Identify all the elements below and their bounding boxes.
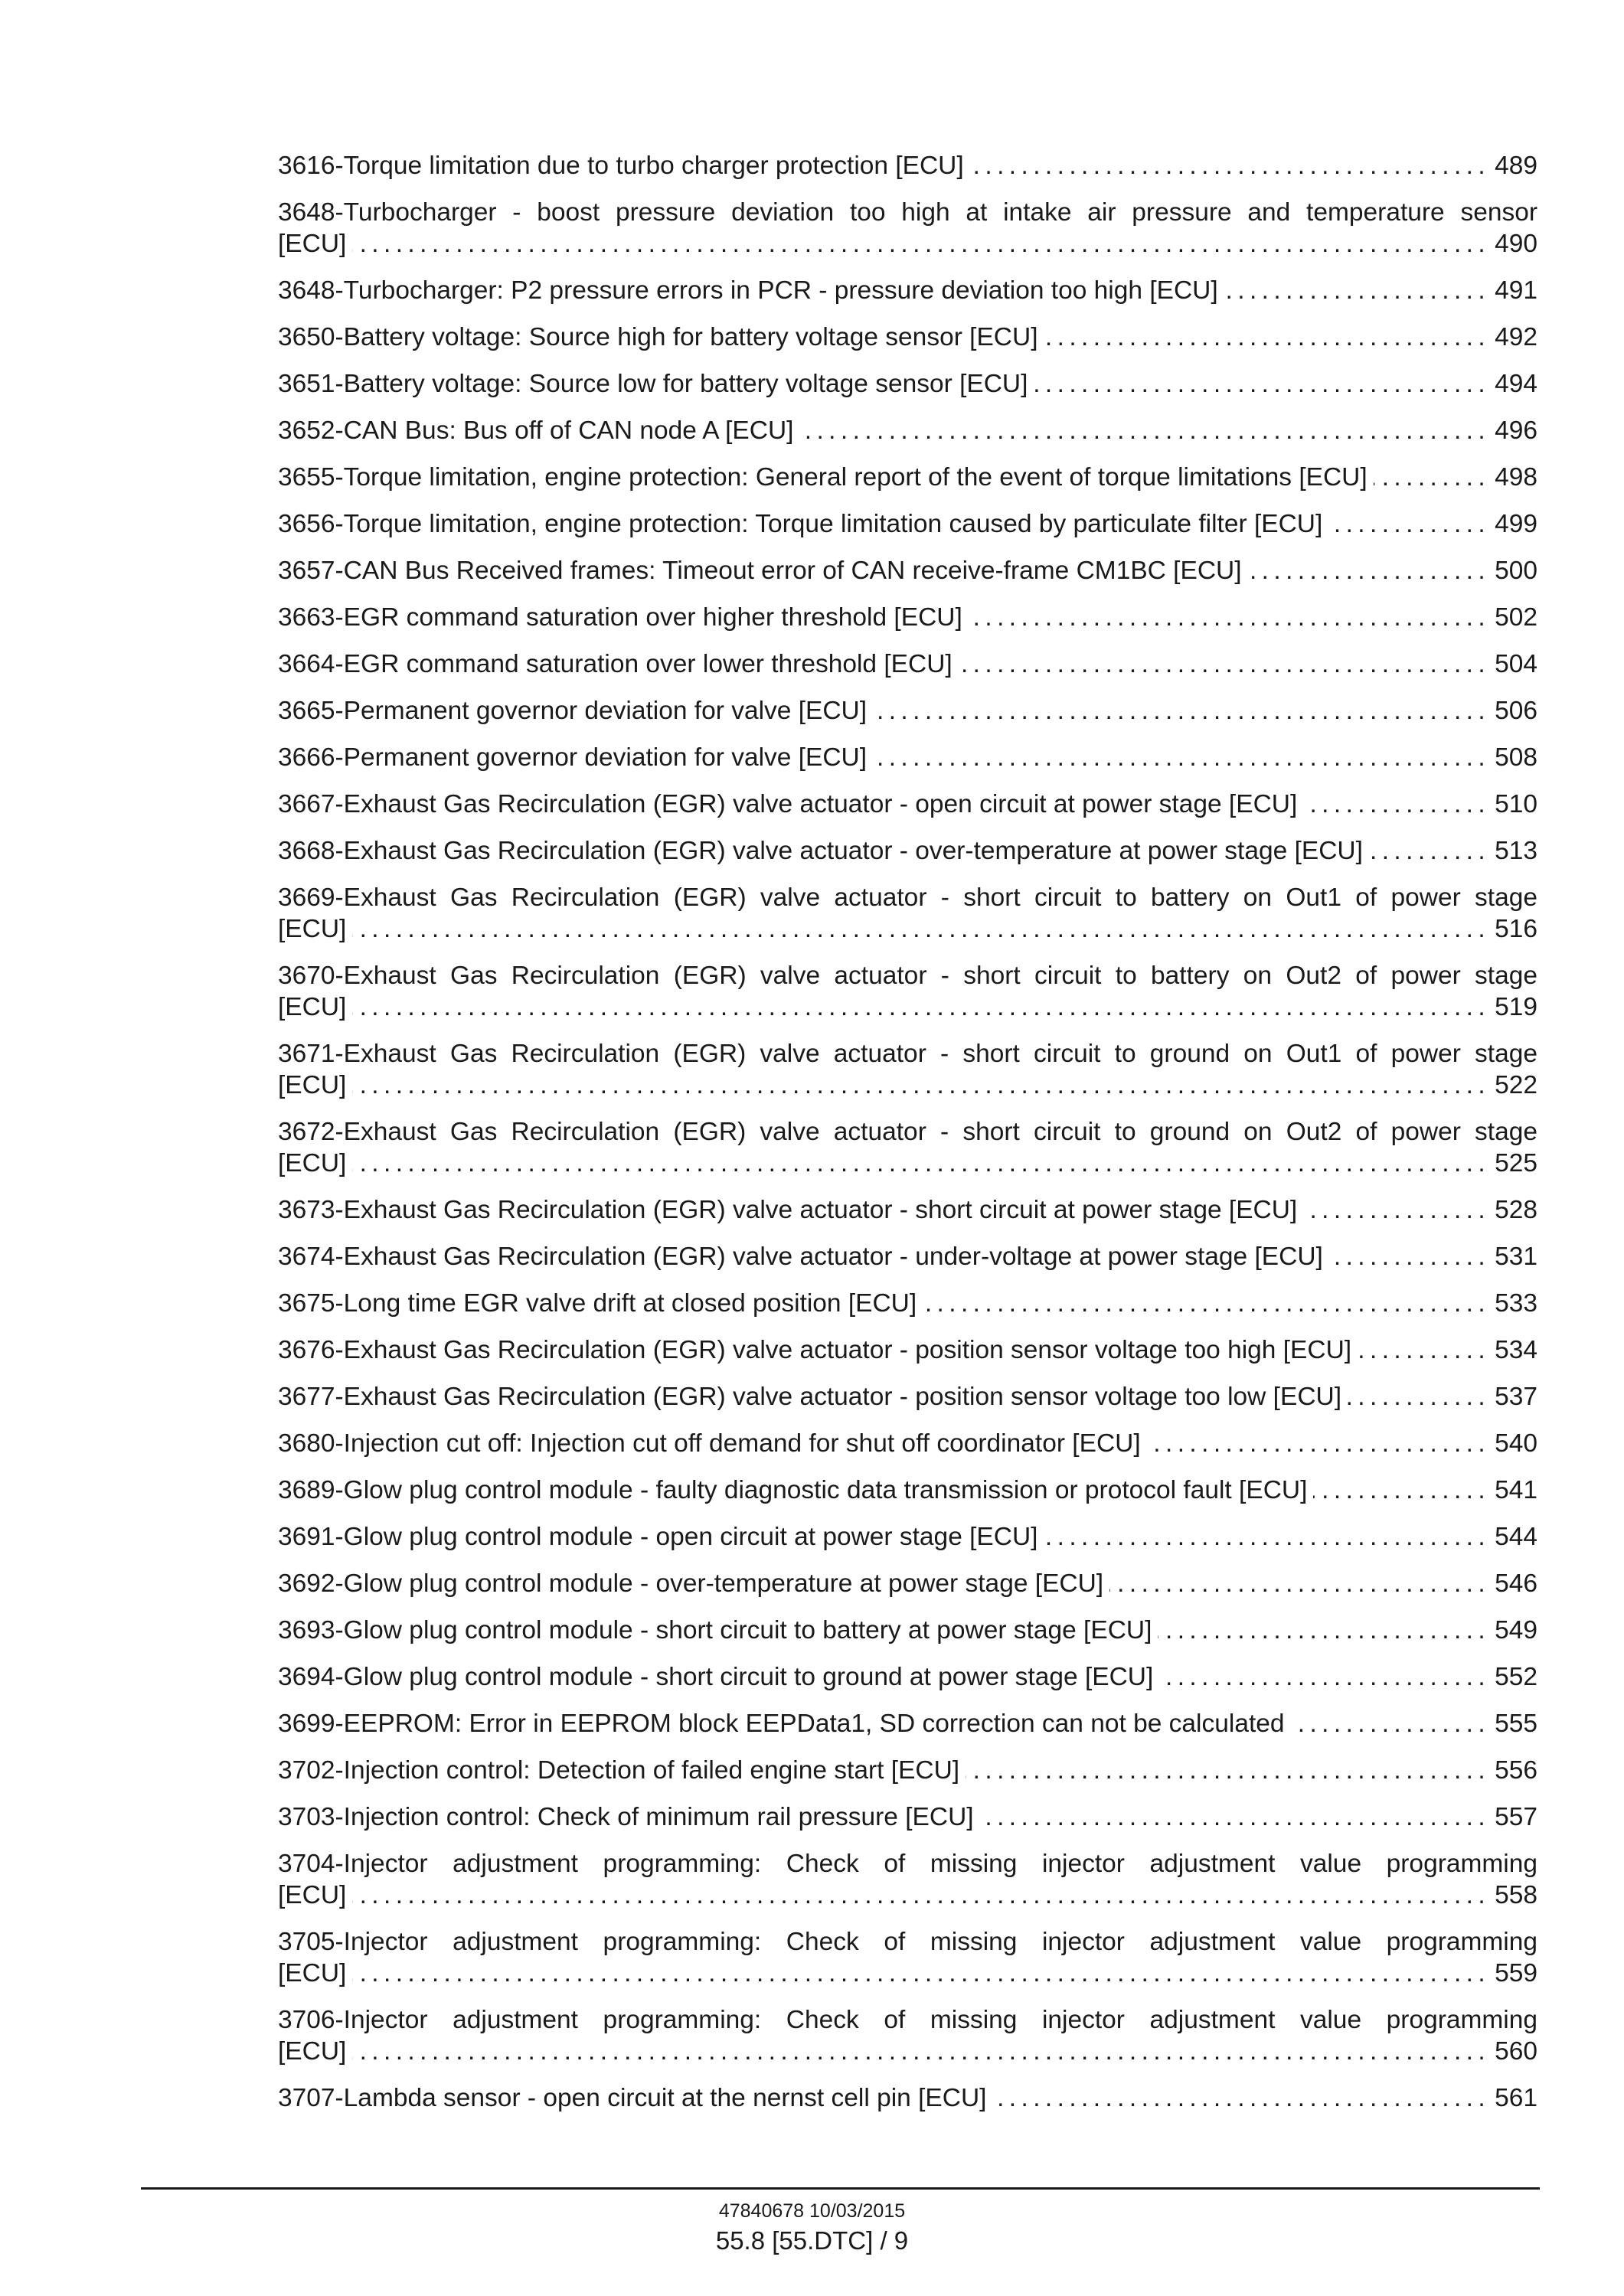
toc-entry[interactable] — [278, 695, 1537, 727]
dot-leader — [1374, 462, 1490, 493]
toc-entry-title: 3664-EGR command saturation over lower threshold [ECU] — [278, 650, 953, 678]
toc-entry[interactable] — [278, 602, 1537, 633]
toc-entry-page-number: 541 — [1495, 1476, 1537, 1504]
toc-entry[interactable] — [278, 960, 1537, 1023]
toc-entry-continuation-line — [278, 228, 1537, 260]
dot-leader — [1044, 1521, 1490, 1553]
toc-entry-title-line: 3705-Injector adjustment programming: Check of missing injector adjustment value programming — [278, 1928, 1537, 1956]
toc-entry-title: 3616-Torque limitation due to turbo charger protection [ECU] — [278, 152, 964, 180]
toc-entry-title: 3677-Exhaust Gas Recirculation (EGR) valve actuator - position sensor voltage too low [ECU] — [278, 1383, 1342, 1411]
toc-entry[interactable] — [278, 1116, 1537, 1179]
toc-entry[interactable] — [278, 742, 1537, 773]
toc-entry-title: 3680-Injection cut off: Injection cut off demand for shut off coordinator [ECU] — [278, 1429, 1141, 1458]
toc-entry-title-tail: [ECU] — [278, 1071, 347, 1099]
toc-entry-title: 3674-Exhaust Gas Recirculation (EGR) valve actuator - under-voltage at power stage [ECU] — [278, 1243, 1323, 1271]
toc-entry-page-number: 490 — [1495, 230, 1537, 258]
toc-entry-title: 3673-Exhaust Gas Recirculation (EGR) valve actuator - short circuit at power stage [ECU] — [278, 1196, 1298, 1224]
toc-entry[interactable] — [278, 275, 1537, 306]
toc-entry-title-tail: [ECU] — [278, 1959, 347, 1987]
toc-entry-page-number: 546 — [1495, 1569, 1537, 1598]
dot-leader — [1034, 368, 1490, 400]
dot-leader — [352, 2036, 1490, 2067]
footer-page-number: 55.8 [55.DTC] / 9 — [715, 2226, 909, 2255]
toc-entry[interactable] — [278, 1521, 1537, 1553]
toc-entry-title: 3699-EEPROM: Error in EEPROM block EEPData1, SD correction can not be calculated — [278, 1710, 1285, 1738]
toc-entry-page-number: 513 — [1495, 837, 1537, 865]
toc-entry-title: 3651-Battery voltage: Source low for battery voltage sensor [ECU] — [278, 370, 1028, 398]
toc-entry[interactable] — [278, 1241, 1537, 1272]
dot-leader — [1291, 1708, 1491, 1739]
toc-entry-continuation-line — [278, 1148, 1537, 1179]
toc-entry-title: 3650-Battery voltage: Source high for battery voltage sensor [ECU] — [278, 323, 1038, 351]
toc-entry[interactable] — [278, 508, 1537, 540]
dot-leader — [352, 1148, 1490, 1179]
toc-entry-page-number: 556 — [1495, 1756, 1537, 1785]
toc-entry[interactable] — [278, 1288, 1537, 1319]
dot-leader — [1248, 555, 1491, 586]
dot-leader — [959, 648, 1490, 680]
toc-entry-page-number: 537 — [1495, 1383, 1537, 1411]
toc-entry[interactable] — [278, 1038, 1537, 1101]
toc-entry-title: 3675-Long time EGR valve drift at closed position [ECU] — [278, 1289, 917, 1318]
dot-leader — [1313, 1475, 1490, 1506]
dot-leader — [1358, 1334, 1490, 1366]
toc-entry[interactable] — [278, 2004, 1537, 2067]
toc-entry[interactable] — [278, 1615, 1537, 1646]
toc-entry-title: 3676-Exhaust Gas Recirculation (EGR) valve actuator - position sensor voltage too high [ECU] — [278, 1336, 1352, 1364]
toc-entry-page-number: 528 — [1495, 1196, 1537, 1224]
toc-entry-page-number: 559 — [1495, 1959, 1537, 1987]
toc-entry-page-number: 492 — [1495, 323, 1537, 351]
dot-leader — [992, 2082, 1490, 2114]
dot-leader — [1224, 275, 1490, 306]
toc-entry-continuation-line — [278, 1070, 1537, 1101]
toc-entry-page-number: 516 — [1495, 915, 1537, 943]
toc-entry-continuation-line — [278, 1880, 1537, 1911]
toc-entry-page-number: 499 — [1495, 510, 1537, 538]
toc-entry-page-number: 504 — [1495, 650, 1537, 678]
toc-entry-continuation-line — [278, 1958, 1537, 1989]
dot-leader — [1109, 1568, 1490, 1599]
toc-entry-title: 3703-Injection control: Check of minimum rail pressure [ECU] — [278, 1803, 974, 1831]
toc-entry-continuation-line — [278, 2036, 1537, 2067]
toc-entry[interactable] — [278, 1475, 1537, 1506]
toc-entry-page-number: 557 — [1495, 1803, 1537, 1831]
toc-entry-title-tail: [ECU] — [278, 1149, 347, 1177]
toc-entry-page-number: 502 — [1495, 603, 1537, 632]
toc-entry[interactable] — [278, 1661, 1537, 1693]
toc-entry-page-number: 549 — [1495, 1616, 1537, 1644]
toc-entry-page-number: 500 — [1495, 557, 1537, 585]
dot-leader — [980, 1801, 1491, 1833]
toc-entry-page-number: 522 — [1495, 1071, 1537, 1099]
toc-entry[interactable] — [278, 1194, 1537, 1226]
toc-entry-title: 3689-Glow plug control module - faulty diagnostic data transmission or protocol fault [ECU] — [278, 1476, 1308, 1504]
toc-entry-page-number: 560 — [1495, 2037, 1537, 2066]
toc-entry-page-number: 552 — [1495, 1663, 1537, 1691]
toc-entry-title-tail: [ECU] — [278, 230, 347, 258]
toc-entry-title: 3665-Permanent governor deviation for valve [ECU] — [278, 697, 868, 725]
toc-entry-title-line: 3670-Exhaust Gas Recirculation (EGR) valve actuator - short circuit to battery on Out2 of power stage — [278, 962, 1537, 990]
toc-entry-title-line: 3669-Exhaust Gas Recirculation (EGR) valve actuator - short circuit to battery on Out1 of power stage — [278, 883, 1537, 912]
toc-entry-page-number: 534 — [1495, 1336, 1537, 1364]
toc-entry-page-number: 540 — [1495, 1429, 1537, 1458]
toc-entry-title: 3663-EGR command saturation over higher threshold [ECU] — [278, 603, 962, 632]
toc-entry-page-number: 510 — [1495, 790, 1537, 818]
dot-leader — [1159, 1661, 1490, 1693]
toc-entry-page-number: 544 — [1495, 1523, 1537, 1551]
toc-entry[interactable] — [278, 462, 1537, 493]
toc-entry-page-number: 558 — [1495, 1881, 1537, 1909]
toc-entry-title: 3657-CAN Bus Received frames: Timeout error of CAN receive-frame CM1BC [ECU] — [278, 557, 1242, 585]
toc-entry-title-tail: [ECU] — [278, 915, 347, 943]
toc-entry-title: 3666-Permanent governor deviation for valve [ECU] — [278, 743, 868, 772]
footer-divider — [141, 2187, 1540, 2190]
dot-leader — [352, 1070, 1490, 1101]
footer-document-reference: 47840678 10/03/2015 — [718, 2200, 906, 2222]
dot-leader — [352, 1880, 1490, 1911]
dot-leader — [1147, 1428, 1490, 1459]
dot-leader — [1348, 1381, 1490, 1413]
dot-leader — [873, 742, 1490, 773]
toc-entry[interactable] — [278, 1568, 1537, 1599]
dot-leader — [1328, 508, 1490, 540]
dot-leader — [966, 1755, 1490, 1786]
toc-entry[interactable] — [278, 1755, 1537, 1786]
dot-leader — [873, 695, 1490, 727]
toc-entry[interactable] — [278, 1848, 1537, 1911]
toc-entry-title: 3655-Torque limitation, engine protection: General report of the event of torque limitations [ECU] — [278, 463, 1367, 492]
toc-entry[interactable] — [278, 882, 1537, 945]
dot-leader — [1303, 1194, 1490, 1226]
toc-entry-page-number: 491 — [1495, 276, 1537, 305]
toc-entry-page-number: 531 — [1495, 1243, 1537, 1271]
toc-entry[interactable] — [278, 2082, 1537, 2114]
toc-entry-page-number: 533 — [1495, 1289, 1537, 1318]
table-of-contents — [278, 150, 1537, 2129]
toc-entry[interactable] — [278, 789, 1537, 820]
toc-entry-title: 3707-Lambda sensor - open circuit at the nernst cell pin [ECU] — [278, 2084, 987, 2112]
toc-entry-title: 3648-Turbocharger: P2 pressure errors in PCR - pressure deviation too high [ECU] — [278, 276, 1218, 305]
toc-entry-page-number: 519 — [1495, 993, 1537, 1021]
dot-leader — [1158, 1615, 1490, 1646]
toc-entry-page-number: 489 — [1495, 152, 1537, 180]
toc-entry-title: 3692-Glow plug control module - over-temperature at power stage [ECU] — [278, 1569, 1104, 1598]
toc-entry-title: 3668-Exhaust Gas Recirculation (EGR) valve actuator - over-temperature at power stage [ECU] — [278, 837, 1363, 865]
toc-entry[interactable] — [278, 1381, 1537, 1413]
toc-entry-title-tail: [ECU] — [278, 1881, 347, 1909]
toc-entry-page-number: 525 — [1495, 1149, 1537, 1177]
toc-entry-title: 3667-Exhaust Gas Recirculation (EGR) valve actuator - open circuit at power stage [ECU] — [278, 790, 1298, 818]
toc-entry-page-number: 494 — [1495, 370, 1537, 398]
toc-entry[interactable] — [278, 555, 1537, 586]
toc-entry[interactable] — [278, 150, 1537, 181]
toc-entry[interactable] — [278, 1708, 1537, 1739]
dot-leader — [969, 602, 1490, 633]
toc-entry[interactable] — [278, 322, 1537, 353]
toc-entry-title: 3693-Glow plug control module - short circuit to battery at power stage [ECU] — [278, 1616, 1152, 1644]
toc-entry-page-number: 496 — [1495, 416, 1537, 445]
toc-entry-continuation-line — [278, 913, 1537, 945]
dot-leader — [1303, 789, 1490, 820]
toc-entry-page-number: 508 — [1495, 743, 1537, 772]
toc-entry-continuation-line — [278, 991, 1537, 1023]
toc-entry-title-line: 3706-Injector adjustment programming: Check of missing injector adjustment value programming — [278, 2006, 1537, 2034]
toc-entry[interactable] — [278, 1334, 1537, 1366]
toc-entry-title: 3691-Glow plug control module - open circuit at power stage [ECU] — [278, 1523, 1038, 1551]
dot-leader — [1329, 1241, 1490, 1272]
toc-entry-page-number: 498 — [1495, 463, 1537, 492]
dot-leader — [1369, 835, 1490, 867]
toc-entry-title-line: 3672-Exhaust Gas Recirculation (EGR) valve actuator - short circuit to ground on Out2 of power stage — [278, 1118, 1537, 1146]
toc-entry-title: 3694-Glow plug control module - short circuit to ground at power stage [ECU] — [278, 1663, 1154, 1691]
toc-entry-title-line: 3704-Injector adjustment programming: Check of missing injector adjustment value programming — [278, 1850, 1537, 1878]
toc-entry[interactable] — [278, 197, 1537, 260]
toc-entry[interactable] — [278, 1926, 1537, 1989]
dot-leader — [1044, 322, 1491, 353]
toc-entry[interactable] — [278, 835, 1537, 867]
toc-entry-title-tail: [ECU] — [278, 2037, 347, 2066]
dot-leader — [799, 415, 1490, 446]
toc-entry[interactable] — [278, 1428, 1537, 1459]
toc-entry-page-number: 555 — [1495, 1710, 1537, 1738]
toc-entry-page-number: 506 — [1495, 697, 1537, 725]
toc-entry[interactable] — [278, 1801, 1537, 1833]
dot-leader — [970, 150, 1490, 181]
dot-leader — [923, 1288, 1490, 1319]
toc-entry[interactable] — [278, 368, 1537, 400]
toc-entry[interactable] — [278, 648, 1537, 680]
toc-entry-title: 3702-Injection control: Detection of failed engine start [ECU] — [278, 1756, 960, 1785]
toc-entry-title-line: 3671-Exhaust Gas Recirculation (EGR) valve actuator - short circuit to ground on Out1 of power stage — [278, 1040, 1537, 1068]
toc-entry[interactable] — [278, 415, 1537, 446]
toc-entry-title: 3652-CAN Bus: Bus off of CAN node A [ECU] — [278, 416, 794, 445]
toc-entry-page-number: 561 — [1495, 2084, 1537, 2112]
dot-leader — [352, 228, 1490, 260]
toc-entry-title-line: 3648-Turbocharger - boost pressure deviation too high at intake air pressure and temperature sensor — [278, 198, 1537, 227]
dot-leader — [352, 991, 1490, 1023]
dot-leader — [352, 1958, 1490, 1989]
toc-entry-title-tail: [ECU] — [278, 993, 347, 1021]
dot-leader — [352, 913, 1490, 945]
toc-entry-title: 3656-Torque limitation, engine protection: Torque limitation caused by particulate filter [ECU] — [278, 510, 1323, 538]
